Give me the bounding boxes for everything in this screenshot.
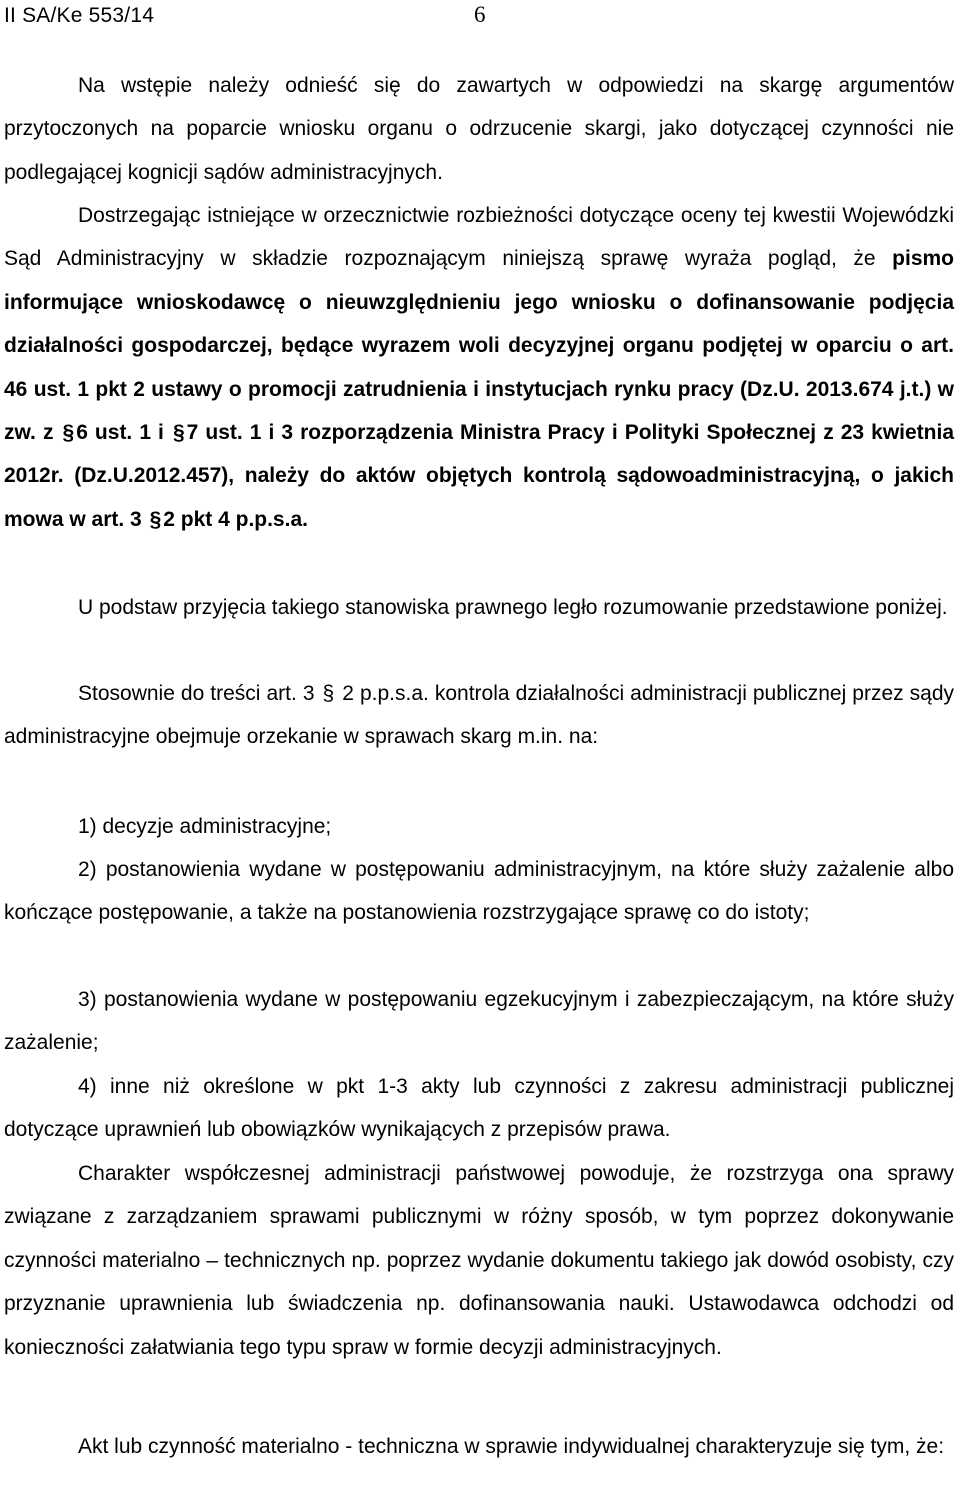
paragraph-intro-text: Na wstępie należy odnieść się do zawartych w odpowiedzi na skargę argumentów przytoczonych na poparcie wniosku organu o odrzucenie skargi, jako dotyczącej czynności nie podlegającej kognicji sądów administracyjnych.: [4, 74, 954, 184]
list-item: [4, 1065, 954, 1152]
paragraph-reasoning: [4, 586, 954, 629]
page-header: [0, 0, 960, 36]
list-item-text: 2) postanowienia wydane w postępowaniu administracyjnym, na które służy zażalenie albo kończące postępowanie, a także na postanowienia rozstrzygające sprawę co do istoty;: [4, 858, 954, 925]
paragraph-court-view-holding-2: 6 ust. 1 i: [76, 421, 164, 445]
paragraph-scope-text: Stosownie do treści art. 3: [78, 682, 315, 705]
list-item-text: 4) inne niż określone w pkt 1-3 akty lub czynności z zakresu administracji publicznej dotyczące uprawnień lub obowiązków wynikających z przepisów prawa.: [4, 1075, 954, 1142]
list-item-text: 3) postanowienia wydane w postępowaniu egzekucyjnym i zabezpieczającym, na które służy zażalenie;: [4, 988, 954, 1055]
paragraph-court-view-holding-3: 7 ust. 1 i 3 rozporządzenia Ministra Pracy i Polityki Społecznej z 23 kwietnia 2012r. (Dz.U.2012.457), należy do aktów objętych kontrolą sądowoadministracyjną, o jakich mowa w art. 3: [4, 421, 955, 531]
section-sign: §: [172, 421, 185, 445]
paragraph-court-view-holding-4: 2 pkt 4 p.p.s.a.: [163, 507, 308, 531]
list-item-text: 1) decyzje administracyjne;: [78, 815, 332, 838]
paragraph-act-definition-text: Akt lub czynność materialno - techniczna w sprawie indywidualnej charakteryzuje się tym, że:: [78, 1435, 945, 1458]
paragraph-scope: [4, 672, 954, 759]
page-number: 6: [474, 2, 486, 27]
paragraph-court-view: [4, 194, 954, 541]
list-item: [4, 978, 954, 1065]
section-sign: §: [149, 507, 162, 531]
paragraph-court-view-text: Dostrzegając istniejące w orzecznictwie rozbieżności dotyczące oceny tej kwestii Wojewódzki Sąd Administracyjny w składzie rozpoznającym niniejszą sprawę wyraża pogląd, że: [4, 204, 954, 271]
paragraph-scope-text-2: 2 p.p.s.a. kontrola działalności administracji publicznej przez sądy administracyjne obejmuje orzekanie w sprawach skarg m.in. na:: [4, 682, 955, 749]
paragraph-administration: [4, 1152, 954, 1369]
section-sign: §: [322, 682, 335, 705]
case-number: II SA/Ke 553/14: [4, 4, 155, 27]
paragraph-intro: [4, 64, 954, 194]
paragraph-administration-text: Charakter współczesnej administracji państwowej powoduje, że rozstrzyga ona sprawy związane z zarządzaniem sprawami publicznymi w różny sposób, w tym poprzez dokonywanie czynności materialno – technicznych np. poprzez wydanie dokumentu takiego jak dowód osobisty, czy przyznanie uprawnienia lub świadczenia np. dofinansowania nauki. Ustawodawca odchodzi od konieczności załatwiania tego typu spraw w formie decyzji administracyjnych.: [4, 1162, 954, 1359]
section-sign: §: [62, 421, 75, 445]
paragraph-court-view-holding: pismo informujące wnioskodawcę o nieuwzględnieniu jego wniosku o dofinansowanie podjęcia działalności gospodarczej, będące wyrazem woli decyzyjnej organu podjętej w oparciu o art. 46 ust. 1 pkt 2 ustawy o promocji zatrudnienia i instytucjach rynku pracy (Dz.U. 2013.674 j.t.) w zw. z: [4, 247, 954, 445]
list-item: [4, 805, 954, 848]
paragraph-reasoning-text: U podstaw przyjęcia takiego stanowiska prawnego legło rozumowanie przedstawione poniżej.: [78, 596, 948, 619]
paragraph-act-definition: [4, 1425, 954, 1468]
list-item: [4, 848, 954, 935]
